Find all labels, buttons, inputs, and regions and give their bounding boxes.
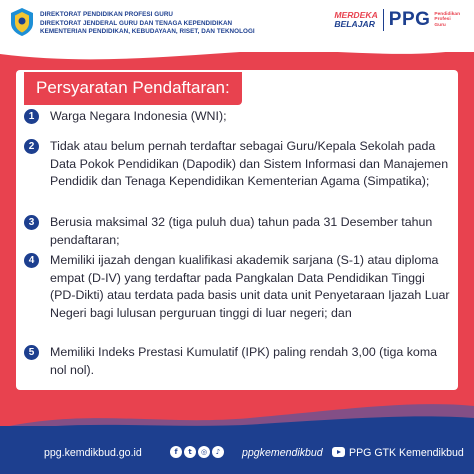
ministry-line-1: DIREKTORAT PENDIDIKAN PROFESI GURU [40,11,174,18]
brand-ppg-subtitle [434,12,460,29]
list-item [24,252,450,322]
brand-ppg: PPG [388,9,431,30]
item-text: Tidak atau belum pernah terdaftar sebagai Guru/Kepala Sekolah pada Data Pokok Pendidikan (Dapodik) dan Sistem Informasi dan Manajemen Pendidik dan Tenaga Kependidikan Kementerian Agama (Simpatika); [50,139,449,188]
item-text: Warga Negara Indonesia (WNI); [50,109,227,123]
merdeka-belajar-ppg-logo [334,9,460,31]
list-item [24,108,450,126]
item-number-badge: 4 [24,253,39,268]
tiktok-glyph: ♪ [215,448,221,456]
tiktok-icon[interactable] [212,446,224,458]
twitter-glyph: t [188,448,192,456]
footer-website[interactable]: ppg.kemdikbud.go.id [44,447,142,459]
footer-social-handle[interactable]: ppgkemendikbud [242,447,323,459]
facebook-glyph: f [174,448,178,456]
instagram-glyph: ◎ [200,448,208,456]
ministry-name [40,11,255,37]
youtube-icon[interactable] [332,447,345,457]
tut-wuri-handayani-logo [9,7,35,37]
ministry-line-2: DIREKTORAT JENDERAL GURU DAN TENAGA KEPENDIDIKAN [40,19,233,27]
item-number-badge: 1 [24,109,39,124]
brand-sub-3: Guru [434,22,446,28]
list-item [24,214,450,249]
facebook-icon[interactable] [170,446,182,458]
merdeka-belajar-mark [334,11,377,29]
item-number-badge: 2 [24,139,39,154]
item-number-badge: 5 [24,345,39,360]
twitter-icon[interactable] [184,446,196,458]
list-item [24,344,450,379]
list-item [24,138,450,191]
brand-sub-2: Profesi [434,17,451,23]
item-text: Memiliki ijazah dengan kualifikasi akademik sarjana (S-1) atau diploma empat (D-IV) yang terdaftar pada Pangkalan Data Pendidikan Tinggi (PD-Dikti) atau terdata pada basis unit data unit Penyetaraan Ijazah Luar Negeri bagi lulusan perguruan tinggi di luar negeri; dan [50,253,450,320]
social-icons [170,446,226,458]
brand-belajar: BELAJAR [334,19,375,29]
brand-sub-1: Pendidikan [434,11,460,17]
brand-merdeka: MERDEKA [334,10,378,20]
footer-youtube-channel[interactable]: PPG GTK Kemendikbud [349,447,464,459]
brand-divider [383,9,384,31]
item-number-badge: 3 [24,215,39,230]
requirements-heading: Persyaratan Pendaftaran: [24,72,242,105]
header-wave [0,44,474,66]
ministry-line-3: KEMENTERIAN PENDIDIKAN, KEBUDAYAAN, RISET, DAN TEKNOLOGI [40,28,255,36]
item-text: Memiliki Indeks Prestasi Kumulatif (IPK) paling rendah 3,00 (tiga koma nol nol). [50,345,438,377]
item-text: Berusia maksimal 32 (tiga puluh dua) tahun pada 31 Desember tahun pendaftaran; [50,215,433,247]
instagram-icon[interactable] [198,446,210,458]
